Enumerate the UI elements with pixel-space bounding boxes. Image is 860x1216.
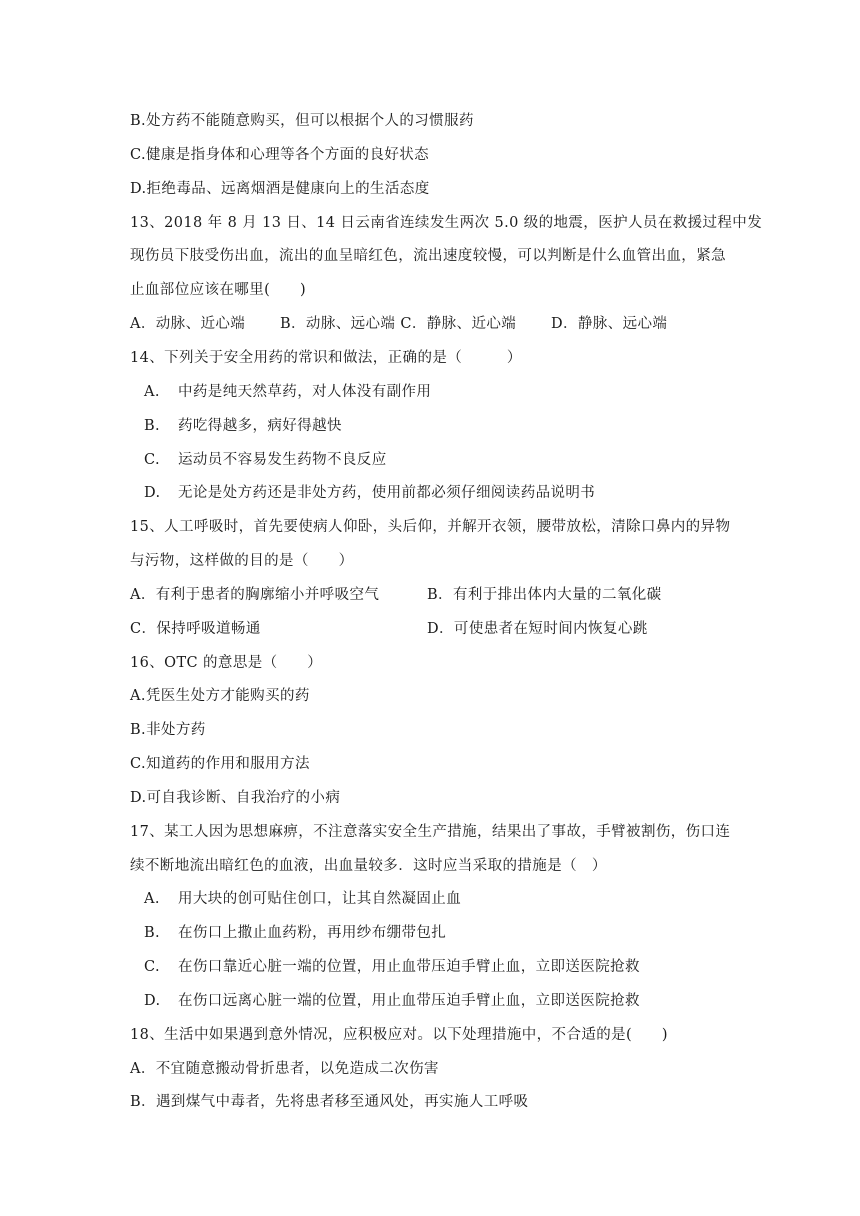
q13-stem-line-1: 13、2018 年 8 月 13 日、14 日云南省连续发生两次 5.0 级的地震，医护人员在救援过程中发: [130, 215, 763, 231]
q14-option-d: [144, 483, 595, 503]
q18-option-a: A．不宜随意搬动骨折患者，以免造成二次伤害: [130, 1061, 439, 1077]
q17-option-b-label: B.: [144, 925, 161, 941]
q17-option-b-text: 在伤口上撒止血药粉，再用纱布绷带包扎: [178, 925, 447, 941]
q17-option-d: [144, 991, 640, 1011]
q16-option-d: D.可自我诊断、自我治疗的小病: [130, 790, 341, 806]
q17-stem-line-1: 17、某工人因为思想麻痹，不注意落实安全生产措施，结果出了事故，手臂被割伤，伤口连: [130, 824, 731, 840]
q12-option-c: C.健康是指身体和心理等各个方面的良好状态: [130, 147, 430, 163]
q17-option-a: [144, 889, 461, 909]
q17-option-b: [144, 923, 446, 943]
q17-option-a-label: A.: [144, 891, 160, 907]
q14-option-c: [144, 450, 387, 470]
q13-stem-line-3: 止血部位应该在哪里( ): [130, 282, 307, 298]
q15-option-c: C．保持呼吸道畅通: [130, 621, 261, 637]
q17-option-c: [144, 957, 640, 977]
q12-option-b: B.处方药不能随意购买，但可以根据个人的习惯服药: [130, 113, 474, 129]
q14-option-b-text: 药吃得越多，病好得越快: [178, 418, 342, 434]
q14-option-a: [144, 382, 431, 402]
q14-option-a-text: 中药是纯天然草药，对人体没有副作用: [178, 384, 432, 400]
q14-option-c-label: C.: [144, 452, 160, 468]
q17-stem-line-2: 续不断地流出暗红色的血液，出血量较多．这时应当采取的措施是（ ）: [130, 858, 607, 874]
q14-option-c-text: 运动员不容易发生药物不良反应: [178, 452, 387, 468]
q15-option-b: B．有利于排出体内大量的二氧化碳: [427, 587, 662, 603]
q14-option-d-text: 无论是处方药还是非处方药，使用前都必须仔细阅读药品说明书: [178, 485, 596, 501]
q17-option-c-text: 在伤口靠近心脏一端的位置，用止血带压迫手臂止血，立即送医院抢救: [178, 959, 640, 975]
q14-option-b: [144, 416, 342, 436]
q18-stem: 18、生活中如果遇到意外情况，应积极应对。以下处理措施中，不合适的是( ): [130, 1027, 668, 1043]
q15-option-d: D．可使患者在短时间内恢复心跳: [427, 621, 648, 637]
q12-option-d: D.拒绝毒品、远离烟酒是健康向上的生活态度: [130, 181, 430, 197]
q13-options: A．动脉、近心端 B．动脉、远心端 C．静脉、近心端 D．静脉、远心端: [130, 316, 668, 332]
q16-option-c: C.知道药的作用和服用方法: [130, 756, 310, 772]
q17-option-a-text: 用大块的创可贴住创口，让其自然凝固止血: [178, 891, 462, 907]
q14-option-d-label: D.: [144, 485, 161, 501]
q18-option-b: B．遇到煤气中毒者，先将患者移至通风处，再实施人工呼吸: [130, 1094, 529, 1110]
q16-option-b: B.非处方药: [130, 722, 206, 738]
q16-option-a: A.凭医生处方才能购买的药: [130, 688, 310, 704]
q14-stem: 14、下列关于安全用药的常识和做法，正确的是（ ）: [130, 350, 522, 366]
q15-stem-line-2: 与污物，这样做的目的是（ ）: [130, 553, 354, 569]
q17-option-c-label: C.: [144, 959, 160, 975]
q17-option-d-text: 在伤口远离心脏一端的位置，用止血带压迫手臂止血，立即送医院抢救: [178, 993, 640, 1009]
q13-stem-line-2: 现伤员下肢受伤出血，流出的血呈暗红色，流出速度较慢，可以判断是什么血管出血，紧急: [130, 248, 726, 264]
q16-stem: 16、OTC 的意思是（ ）: [130, 655, 323, 671]
q15-option-a: A．有利于患者的胸廓缩小并呼吸空气: [130, 587, 380, 603]
q14-option-a-label: A.: [144, 384, 160, 400]
q15-stem-line-1: 15、人工呼吸时，首先要使病人仰卧，头后仰，并解开衣领，腰带放松，清除口鼻内的异物: [130, 519, 731, 535]
q14-option-b-label: B.: [144, 418, 161, 434]
q17-option-d-label: D.: [144, 993, 161, 1009]
